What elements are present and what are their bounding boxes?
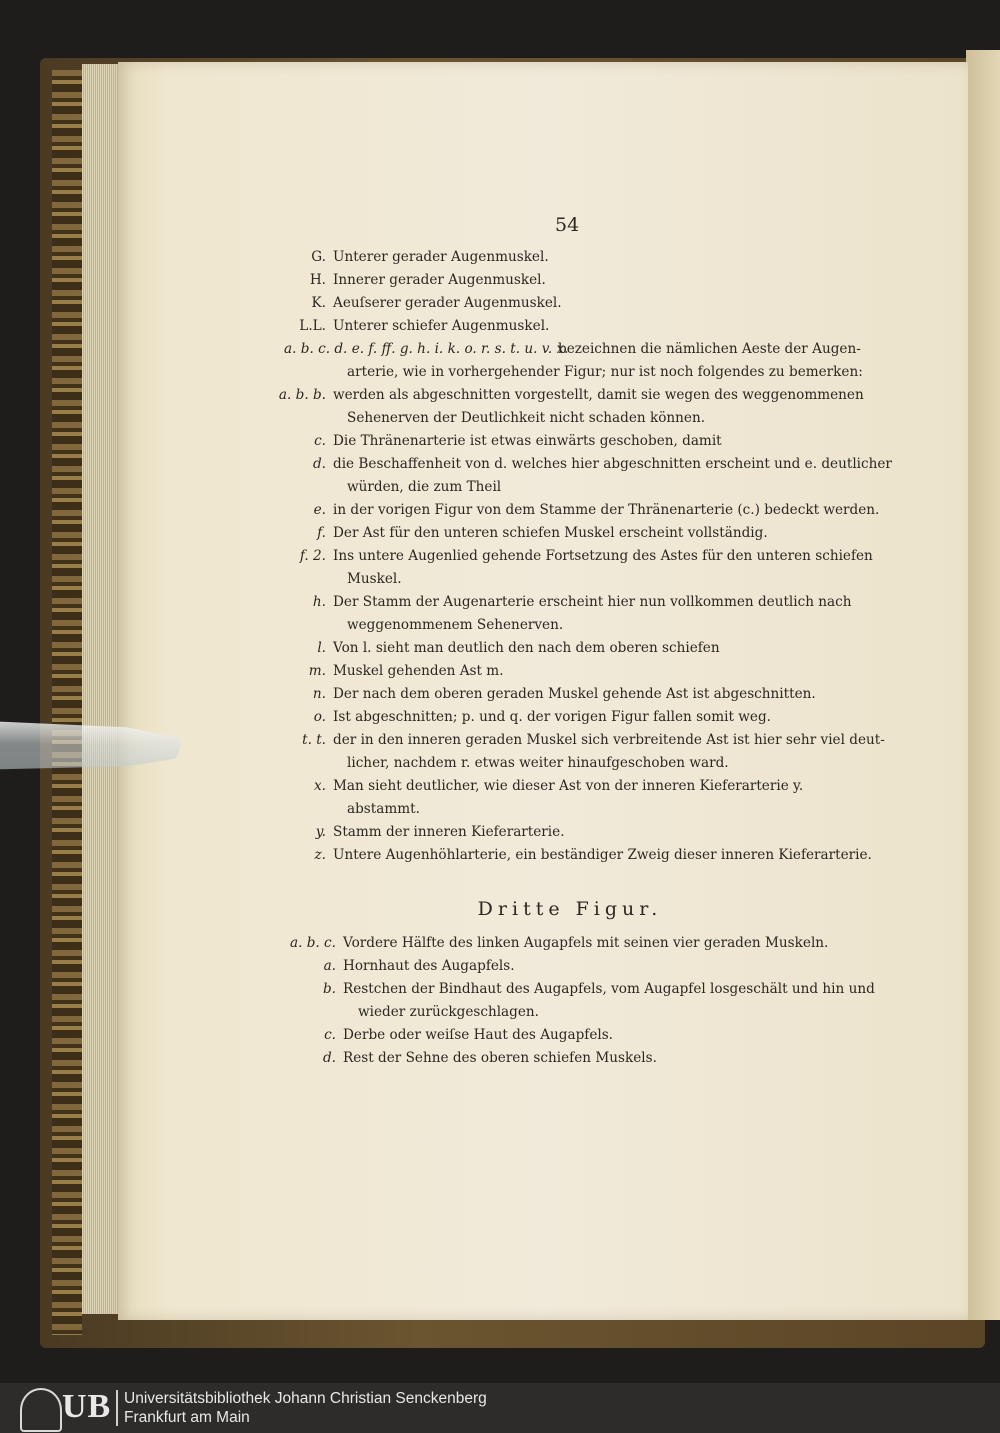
- entry-label: l.: [317, 640, 326, 656]
- library-location: Frankfurt am Main: [124, 1409, 250, 1426]
- entry-label: o.: [313, 709, 326, 725]
- entry-text: Stamm der inneren Kieferarterie.: [333, 824, 565, 840]
- entry-label: G.: [311, 249, 326, 265]
- entry-text: Von l. sieht man deutlich den nach dem oberen schiefen: [333, 640, 720, 656]
- entry-text: Aeuſserer gerader Augenmuskel.: [333, 295, 562, 311]
- ub-logo: UB: [62, 1388, 112, 1425]
- logo-divider: [116, 1390, 118, 1426]
- entry-text: Rest der Sehne des oberen schiefen Muskels.: [343, 1050, 657, 1066]
- entry-text: Man sieht deutlicher, wie dieser Ast von der inneren Kieferarterie y.: [333, 778, 804, 794]
- entry-label: a.: [323, 958, 336, 974]
- entry-label: c.: [314, 433, 326, 449]
- entry-label: f.: [317, 525, 326, 541]
- entry-label: n.: [312, 686, 326, 702]
- entry-text: Muskel gehenden Ast m.: [333, 663, 504, 679]
- entry-label: f. 2.: [299, 548, 326, 564]
- entry-label: x.: [314, 778, 326, 794]
- entry-label: a. b. c. d. e. f. ff. g. h. i. k. o. r. s. t. u. v. x.: [284, 341, 569, 357]
- entry-label: K.: [311, 295, 326, 311]
- entry-label: L.L.: [299, 318, 326, 334]
- entry-label: t. t.: [302, 732, 326, 748]
- entry-label: z.: [314, 847, 326, 863]
- entry-text: in der vorigen Figur von dem Stamme der Thränenarterie (c.) bedeckt werden.: [333, 502, 880, 518]
- entry-text: wieder zurückgeschlagen.: [358, 1004, 539, 1020]
- entry-text: licher, nachdem r. etwas weiter hinaufgeschoben ward.: [347, 755, 729, 771]
- entry-text: arterie, wie in vorhergehender Figur; nur ist noch folgendes zu bemerken:: [347, 364, 863, 380]
- entry-label: e.: [313, 502, 326, 518]
- entry-label: a. b. c.: [289, 935, 336, 951]
- entry-text: würden, die zum Theil: [347, 479, 502, 495]
- entry-text: Derbe oder weiſse Haut des Augapfels.: [343, 1027, 614, 1043]
- entry-label: m.: [308, 663, 326, 679]
- entry-label: H.: [309, 272, 326, 288]
- entry-label: y.: [315, 824, 326, 840]
- entry-text: Ist abgeschnitten; p. und q. der vorigen Figur fallen somit weg.: [333, 709, 771, 725]
- entry-text: Der Stamm der Augenarterie erscheint hier nun vollkommen deutlich nach: [333, 594, 852, 610]
- entry-text: der in den inneren geraden Muskel sich verbreitende Ast ist hier sehr viel deut-: [333, 732, 885, 748]
- entry-text: Vordere Hälfte des linken Augapfels mit seinen vier geraden Muskeln.: [343, 935, 829, 951]
- entry-label: b.: [322, 981, 336, 997]
- entry-text: Hornhaut des Augapfels.: [343, 958, 515, 974]
- entry-text: Innerer gerader Augenmuskel.: [333, 272, 546, 288]
- entry-text: weggenommenem Sehenerven.: [347, 617, 564, 633]
- entry-text: Unterer gerader Augenmuskel.: [333, 249, 549, 265]
- entry-text: Der Ast für den unteren schiefen Muskel erscheint vollständig.: [333, 525, 768, 541]
- entry-text: Untere Augenhöhlarterie, ein beständiger Zweig dieser inneren Kieferarterie.: [333, 847, 872, 863]
- page-number: 54: [555, 214, 580, 236]
- entry-text: Restchen der Bindhaut des Augapfels, vom Augapfel losgeschält und hin und: [343, 981, 875, 997]
- entry-text: Die Thränenarterie ist etwas einwärts geschoben, damit: [333, 433, 722, 449]
- entry-label: d.: [322, 1050, 336, 1066]
- library-name: Universitätsbibliothek Johann Christian Senckenberg: [124, 1390, 487, 1407]
- portrait-icon: [20, 1388, 62, 1432]
- entry-text: bezeichnen die nämlichen Aeste der Augen-: [558, 341, 861, 357]
- entry-text: Der nach dem oberen geraden Muskel gehende Ast ist abgeschnitten.: [333, 686, 816, 702]
- section-heading: Dritte Figur.: [477, 898, 663, 920]
- entry-text: Ins untere Augenlied gehende Fortsetzung des Astes für den unteren schiefen: [333, 548, 873, 564]
- entry-text: Unterer schiefer Augenmuskel.: [333, 318, 550, 334]
- entry-text: abstammt.: [347, 801, 420, 817]
- entry-label: a. b. b.: [278, 387, 326, 403]
- entry-label: d.: [312, 456, 326, 472]
- entry-text: Sehenerven der Deutlichkeit nicht schaden können.: [347, 410, 706, 426]
- entry-text: Muskel.: [347, 571, 402, 587]
- entry-label: h.: [312, 594, 326, 610]
- entry-label: c.: [324, 1027, 336, 1043]
- entry-text: die Beschaffenheit von d. welches hier abgeschnitten erscheint und e. deutlicher: [333, 456, 892, 472]
- entry-text: werden als abgeschnitten vorgestellt, damit sie wegen des weggenommenen: [333, 387, 864, 403]
